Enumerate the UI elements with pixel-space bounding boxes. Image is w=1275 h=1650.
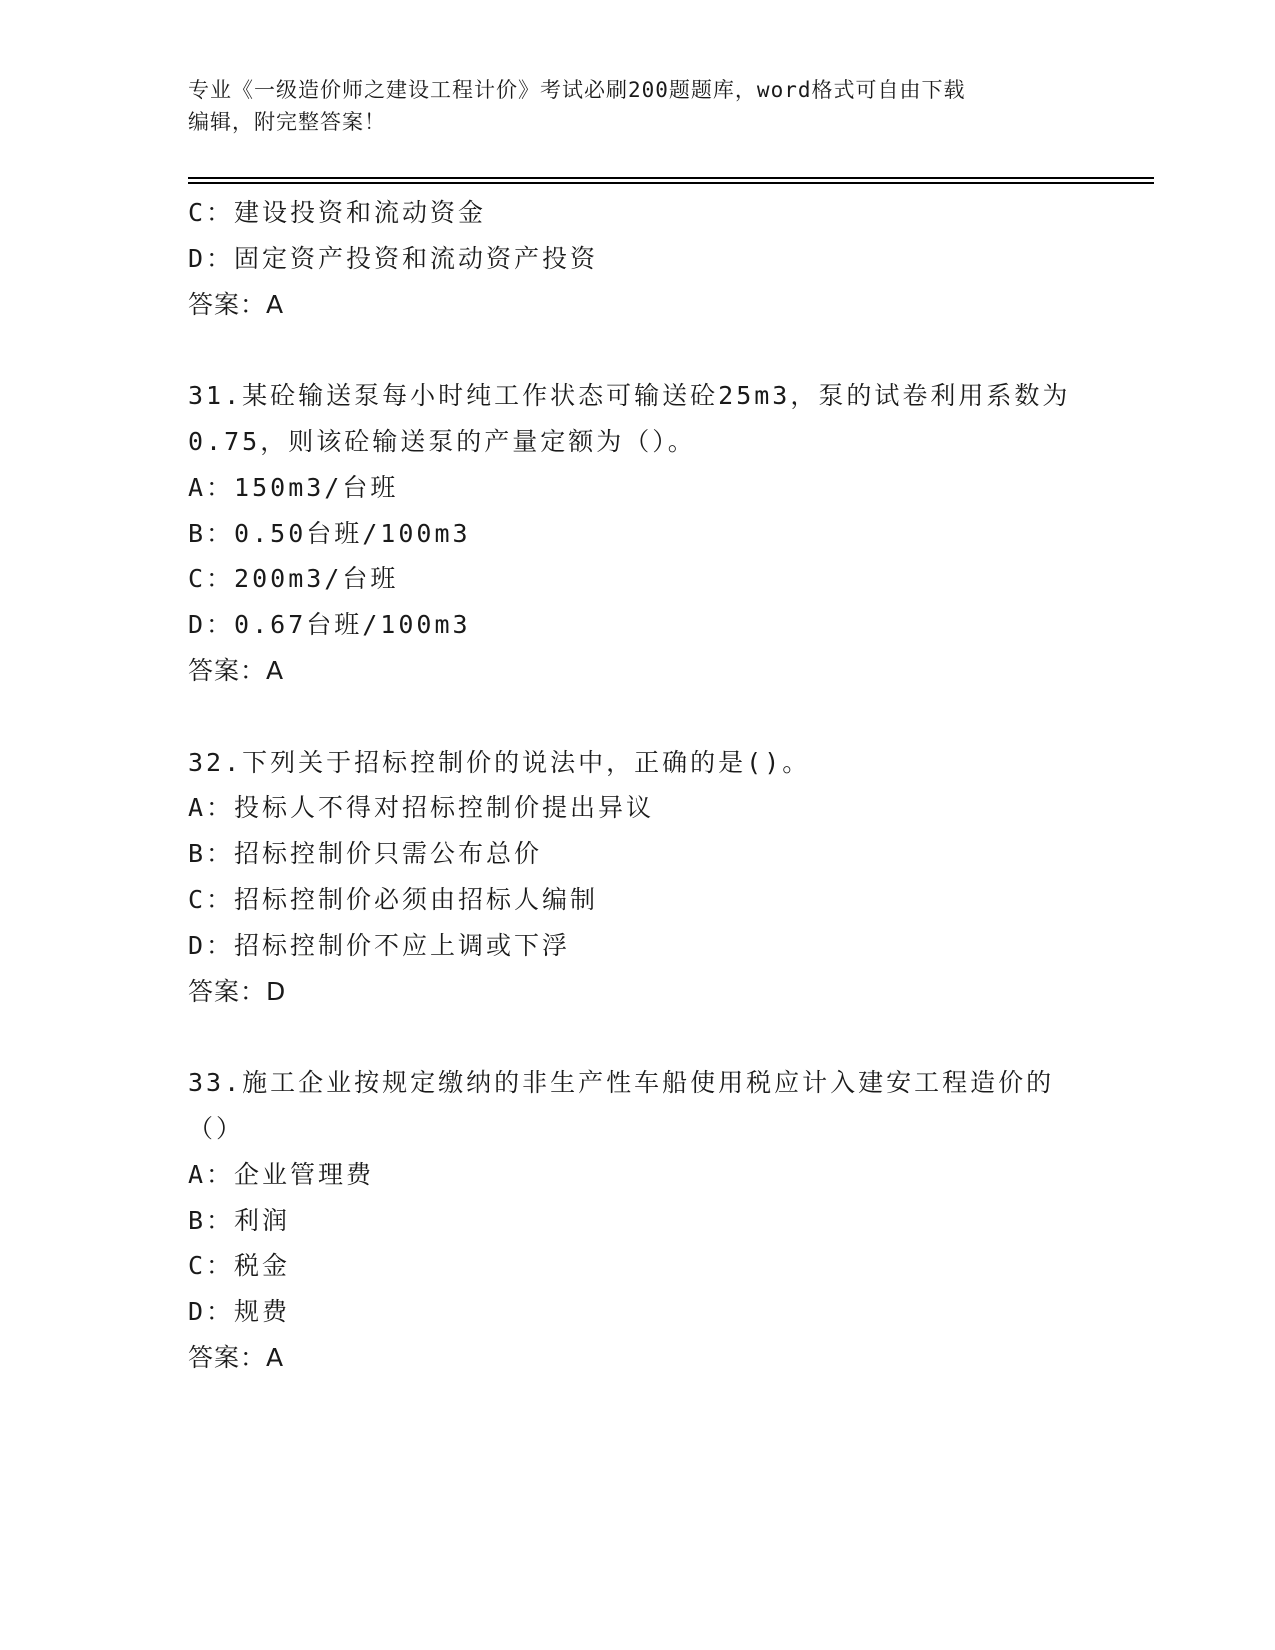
question-stem: 31.某砼输送泵每小时纯工作状态可输送砼25m3，泵的试卷利用系数为: [188, 381, 1071, 411]
question-33: [188, 1060, 1088, 1381]
header-line-1: 专业《一级造价师之建设工程计价》考试必刷200题题库，word格式可自由下载: [188, 78, 966, 102]
option-c: C：税金: [188, 1251, 291, 1281]
answer: 答案：A: [188, 1342, 285, 1372]
option-a: A：企业管理费: [188, 1159, 375, 1189]
header-divider-bottom: [188, 182, 1154, 184]
document-header: [188, 74, 1088, 138]
option-c: C：建设投资和流动资金: [188, 198, 487, 227]
option-d: D：0.67台班/100m3: [188, 610, 471, 640]
option-d: D：规费: [188, 1297, 291, 1327]
question-stem: 32.下列关于招标控制价的说法中，正确的是()。: [188, 747, 811, 777]
option-c: C：招标控制价必须由招标人编制: [188, 884, 599, 914]
answer: 答案：A: [188, 655, 285, 685]
option-a: A：投标人不得对招标控制价提出异议: [188, 793, 655, 823]
partial-question: [188, 190, 1088, 327]
answer: 答案：A: [188, 289, 285, 319]
header-divider-top: [188, 177, 1154, 179]
option-b: B：0.50台班/100m3: [188, 518, 471, 548]
option-c: C：200m3/台班: [188, 564, 399, 594]
option-d: D：招标控制价不应上调或下浮: [188, 930, 571, 960]
header-line-2: 编辑，附完整答案！: [188, 110, 386, 134]
option-b: B：利润: [188, 1205, 291, 1235]
spacer: [188, 327, 1088, 373]
question-stem-cont: （）: [188, 1113, 245, 1143]
question-31: [188, 373, 1088, 694]
option-a: A：150m3/台班: [188, 472, 399, 502]
question-list: [188, 190, 1088, 1381]
spacer: [188, 1014, 1088, 1060]
option-b: B：招标控制价只需公布总价: [188, 839, 543, 869]
question-32: [188, 740, 1088, 1015]
question-stem-cont: 0.75，则该砼输送泵的产量定额为（）。: [188, 426, 696, 456]
question-stem: 33.施工企业按规定缴纳的非生产性车船使用税应计入建安工程造价的: [188, 1068, 1055, 1098]
spacer: [188, 694, 1088, 740]
option-d: D：固定资产投资和流动资产投资: [188, 243, 599, 273]
answer: 答案：D: [188, 976, 287, 1006]
